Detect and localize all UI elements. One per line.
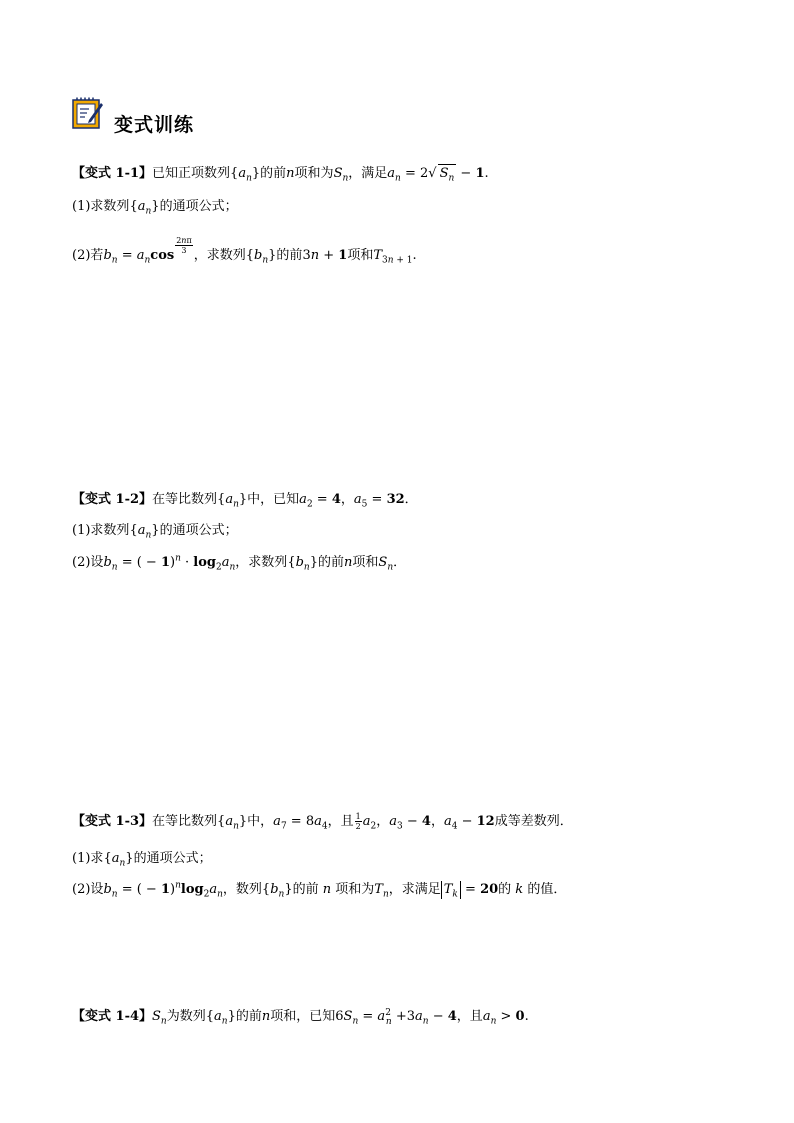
- problem-1-2-part1: (1)求数列$\{a_n\}$的通项公式；: [72, 523, 238, 541]
- problem-1-2-stem: 【变式 1-2】在等比数列$\{a_n\}$中，已知$a_2 = 4$，$a_5 = 32$．: [72, 492, 418, 510]
- problem-1-2-part2: (2)设$b_n$ = ( − $1)^n \cdot \log_2a_n$，求数列$\{b_n\}$的前n项和$S_n$．: [72, 553, 407, 573]
- problem-label: 【变式 1-2】: [72, 492, 153, 507]
- problem-label: 【变式 1-4】: [72, 1009, 153, 1024]
- problem-1-1-part1: (1)求数列$\{a_n\}$的通项公式；: [72, 199, 238, 217]
- problem-1-3-stem: 【变式 1-3】在等比数列$\{a_n\}$中，$a_7 = 8a_4$，且 $\frac{1}{2}$ $a_2$，$a_3 - 4$，$a_4 - 12$成等差数列．: [72, 812, 573, 832]
- section-title: 变式训练: [114, 114, 195, 136]
- problem-label: 【变式 1-3】: [72, 814, 153, 829]
- notepad-pencil-icon: [72, 97, 104, 129]
- problem-1-3-part1: (1)求$\{a_n\}$的通项公式；: [72, 851, 212, 869]
- problem-label: 【变式 1-1】: [72, 166, 153, 181]
- problem-1-1-stem: 【变式 1-1】已知正项数列$\{a_n\}$的前n项和为$S_n$，满足$a_n = 2√$ $S_n - 1$.: [72, 166, 489, 184]
- problem-1-4-stem: 【变式 1-4】$S_n$为数列$\{a_n\}$的前n项和，已知$6S_n = a^2_n +3a_n - 4$，且$a_n > 0$.: [72, 1007, 529, 1027]
- problem-1-1-part2: (2)若$b_n = a_n\cos$ $\frac{2n\pi}{3}$ ，求数列$\{b_n\}$的前3n + 1项和$T_{3n + 1}$.: [72, 236, 417, 266]
- problem-1-3-part2: (2)设$b_n$ = ( − $1)^n\log_2a_n$，数列$\{b_n\}$的前 n 项和为$T_n$，求满足 $T_k = 20$的 k 的值．: [72, 880, 567, 900]
